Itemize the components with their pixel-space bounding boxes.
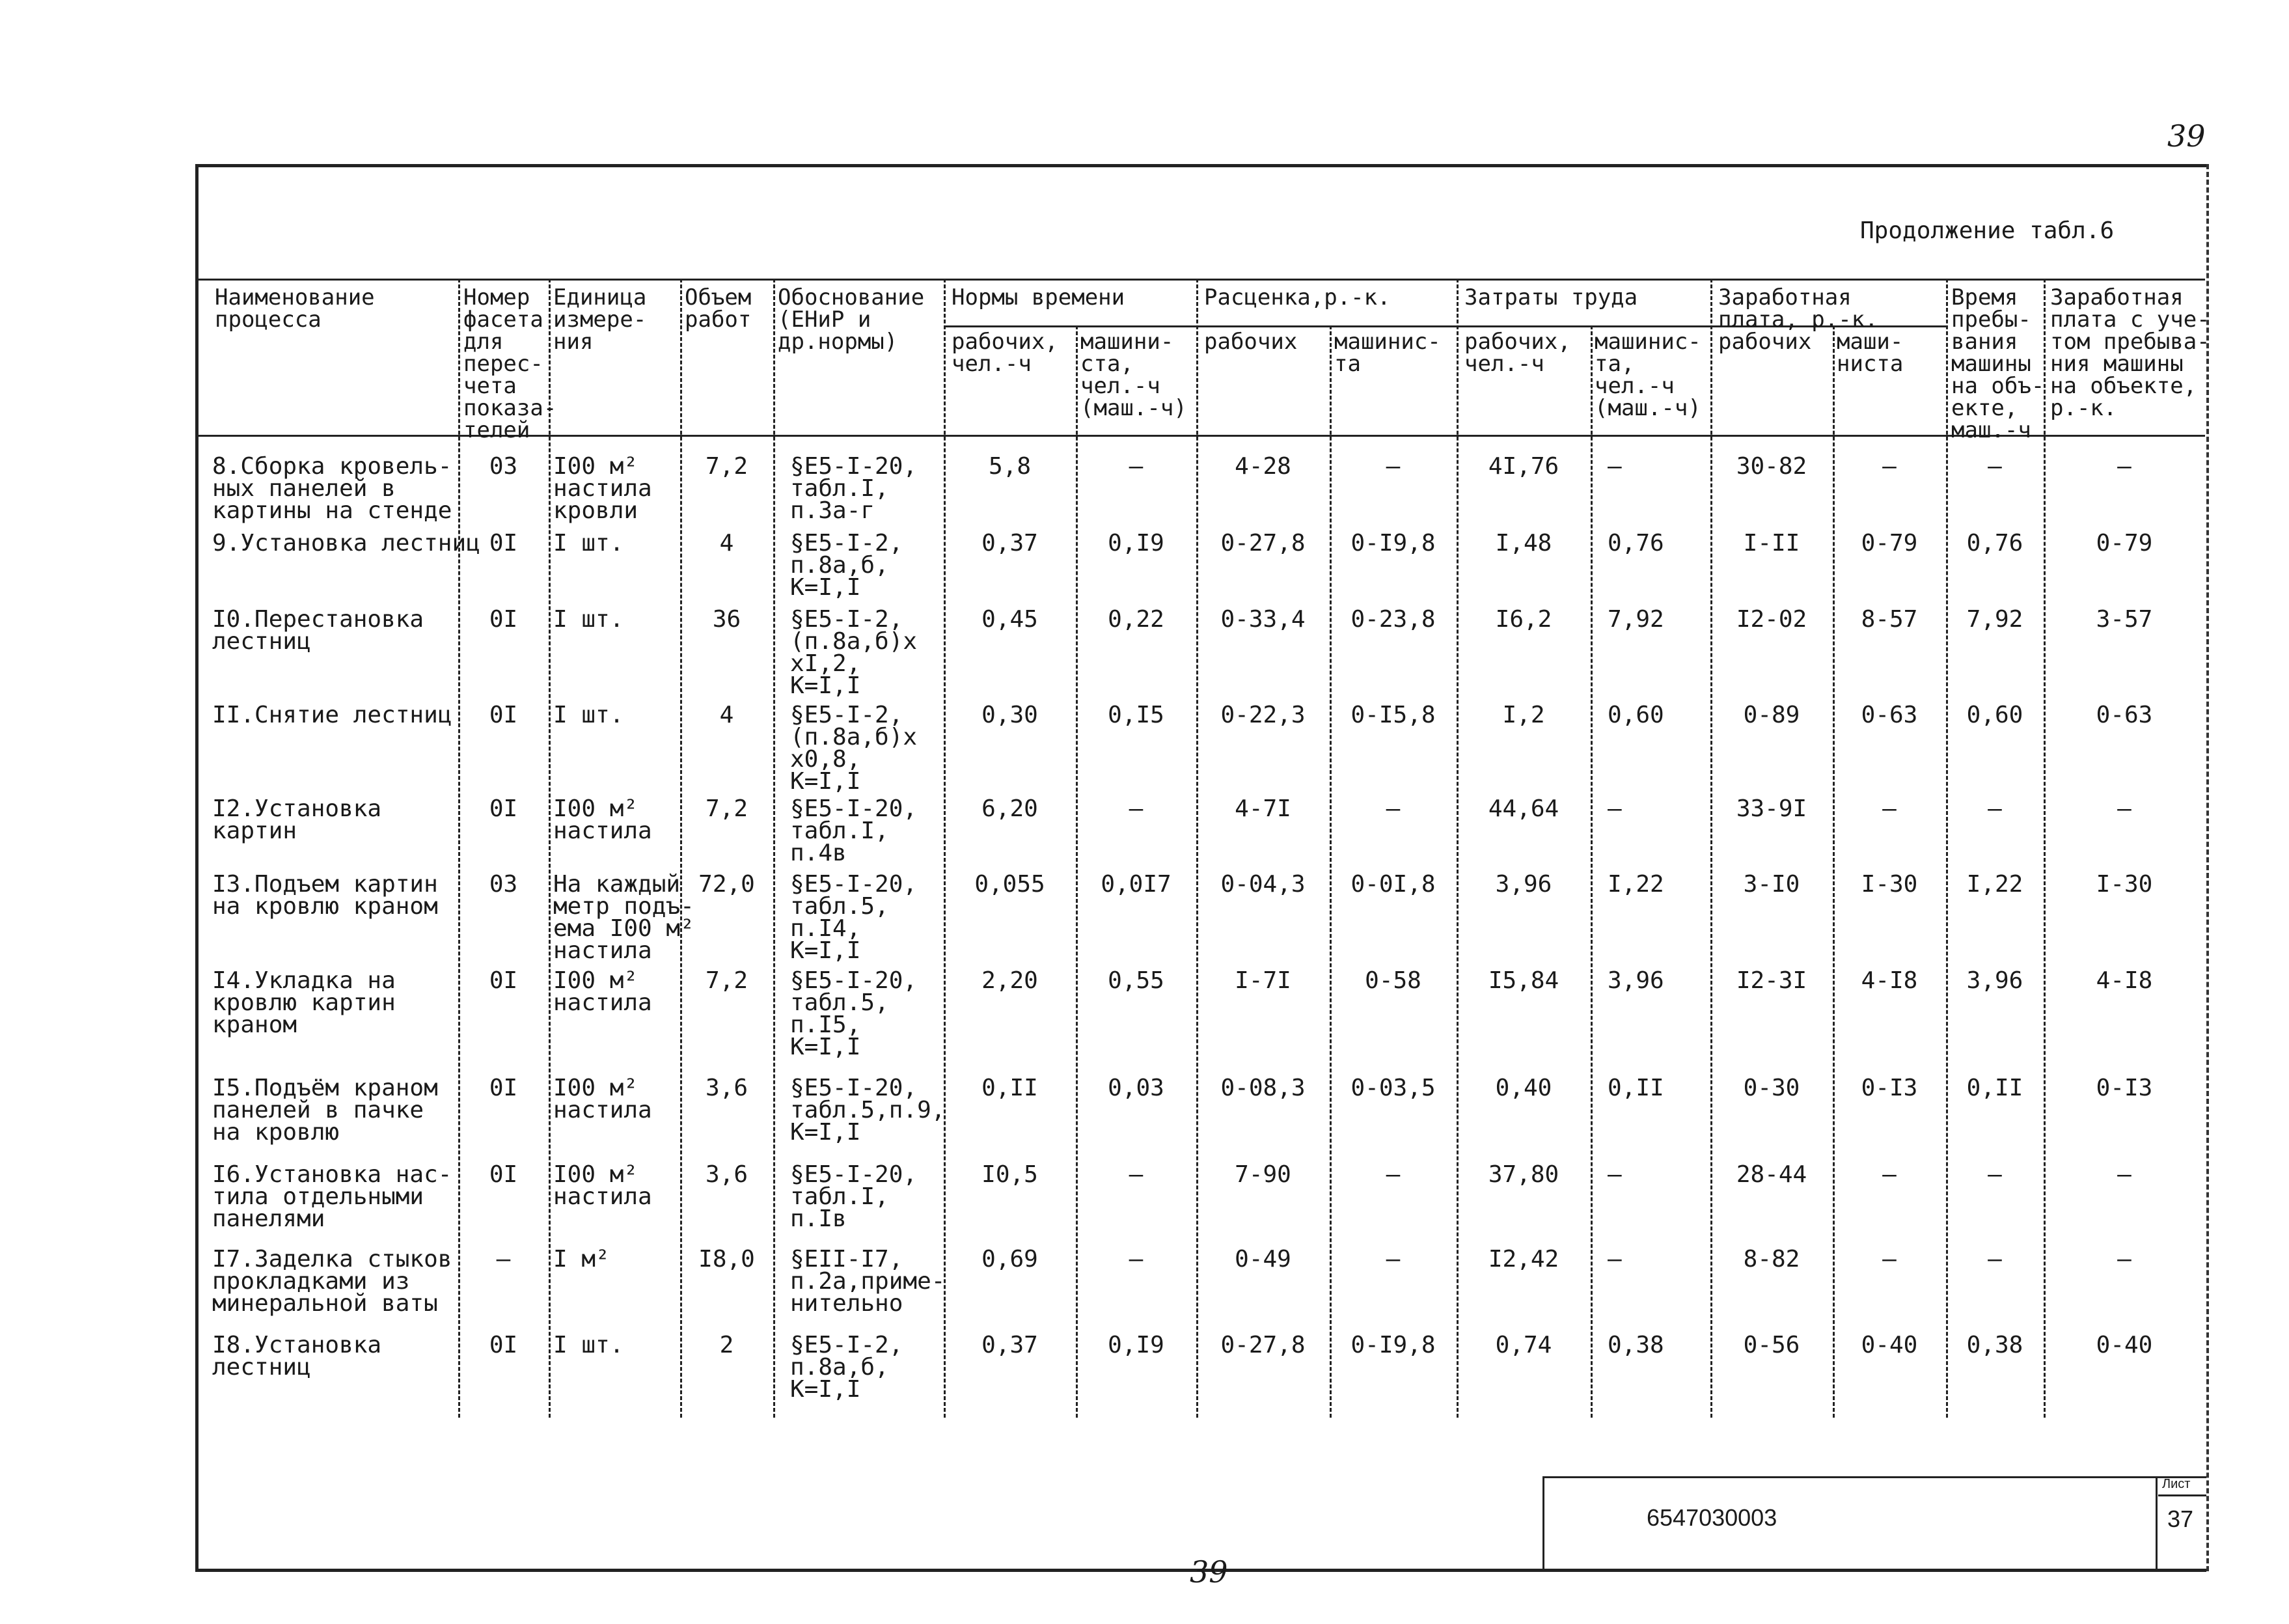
table-cell-basis: §Е5-I-20, табл.I, п.3а-г: [790, 453, 918, 524]
table-cell-machine-wage: 0-40: [2096, 1332, 2153, 1358]
table-cell-rate-operator: 0-I9,8: [1350, 530, 1436, 557]
table-cell-norm-operator: 0,I9: [1108, 530, 1164, 557]
page-number-bottom: 39: [1190, 1554, 1228, 1590]
table-cell-unit: I00 м² настила: [553, 1075, 652, 1123]
table-cell-machine-wage: 0-I3: [2096, 1075, 2153, 1101]
table-cell-basis: §Е5-I-20, табл.5,п.9, К=I,I: [790, 1075, 946, 1146]
column-header: Номер фасета для перес- чета показа- телей: [463, 284, 557, 443]
stamp-divider-line: [2156, 1476, 2158, 1569]
table-cell-labor-workers: I,48: [1495, 530, 1552, 557]
table-cell-name: I8.Установка лестниц: [212, 1332, 382, 1381]
table-cell-basis: §Е5-I-2, (п.8а,б)х хI,2, К=I,I: [790, 606, 918, 699]
table-cell-rate-operator: 0-03,5: [1350, 1075, 1436, 1101]
table-cell-wage-workers: 0-89: [1743, 702, 1800, 728]
table-cell-name: I3.Подъем картин на кровлю краном: [212, 871, 438, 920]
table-cell-name: I7.Заделка стыков прокладками из минеральной ваты: [212, 1246, 452, 1317]
table-cell-labor-operator: 0,76: [1608, 530, 1664, 557]
table-cell-facet: 0I: [489, 967, 518, 994]
table-cell-name: I2.Установка картин: [212, 795, 382, 844]
sheet-label: Лист: [2162, 1477, 2191, 1491]
table-cell-facet: 0I: [489, 702, 518, 728]
table-cell-unit: I шт.: [553, 530, 624, 557]
table-cell-wage-operator: 0-63: [1861, 702, 1918, 728]
table-cell-machine-time: –: [1988, 1161, 2002, 1188]
header-top-line: [195, 279, 2205, 281]
table-cell-wage-operator: 0-40: [1861, 1332, 1918, 1358]
table-cell-facet: –: [496, 1246, 511, 1273]
table-cell-rate-workers: 0-22,3: [1220, 702, 1306, 728]
table-cell-norm-operator: –: [1129, 1161, 1144, 1188]
table-cell-machine-wage: –: [2117, 795, 2131, 822]
table-cell-facet: 0I: [489, 1075, 518, 1101]
table-cell-machine-wage: –: [2117, 453, 2131, 480]
column-divider: [944, 279, 946, 1418]
table-cell-norm-operator: 0,I9: [1108, 1332, 1164, 1358]
table-cell-volume: 2: [719, 1332, 734, 1358]
table-cell-rate-workers: 0-33,4: [1220, 606, 1306, 633]
table-cell-labor-workers: 44,64: [1488, 795, 1559, 822]
subheader-line: [1196, 325, 1457, 327]
table-cell-wage-operator: –: [1882, 453, 1897, 480]
table-cell-rate-operator: 0-I5,8: [1350, 702, 1436, 728]
table-cell-facet: 0I: [489, 530, 518, 557]
table-cell-basis: §Е5-I-20, табл.5, п.I5, К=I,I: [790, 967, 918, 1060]
column-header: Заработная плата, р.-к.: [1718, 284, 1878, 333]
table-cell-labor-operator: 3,96: [1608, 967, 1664, 994]
table-cell-wage-operator: 0-I3: [1861, 1075, 1918, 1101]
table-cell-rate-workers: 0-04,3: [1220, 871, 1306, 898]
table-cell-norm-operator: –: [1129, 1246, 1144, 1273]
table-cell-labor-operator: 7,92: [1608, 606, 1664, 633]
table-cell-facet: 0I: [489, 606, 518, 633]
table-cell-unit: I шт.: [553, 702, 624, 728]
table-cell-machine-time: 0,II: [1966, 1075, 2023, 1101]
subcolumn-divider: [1591, 325, 1593, 1418]
table-cell-name: II.Снятие лестниц: [212, 702, 452, 728]
table-cell-norm-workers: 6,20: [981, 795, 1038, 822]
table-cell-wage-workers: I2-3I: [1736, 967, 1807, 994]
table-cell-machine-wage: –: [2117, 1246, 2131, 1273]
table-cell-machine-wage: 0-79: [2096, 530, 2153, 557]
subheader-line: [1457, 325, 1710, 327]
table-cell-facet: 03: [489, 453, 518, 480]
table-cell-unit: I00 м² настила: [553, 967, 652, 1016]
table-cell-volume: 3,6: [705, 1075, 748, 1101]
table-cell-machine-wage: I-30: [2096, 871, 2153, 898]
table-cell-rate-operator: –: [1386, 1161, 1401, 1188]
table-cell-rate-operator: –: [1386, 1246, 1401, 1273]
table-cell-wage-workers: I-II: [1743, 530, 1800, 557]
table-cell-norm-workers: 0,30: [981, 702, 1038, 728]
column-header: Время пребы- вания машины на объ- екте, маш.-ч: [1951, 284, 2045, 443]
table-cell-volume: 4: [719, 530, 734, 557]
table-cell-norm-workers: 0,II: [981, 1075, 1038, 1101]
table-cell-volume: 4: [719, 702, 734, 728]
table-cell-unit: I00 м² настила кровли: [553, 453, 652, 524]
stamp-sheet-line: [2158, 1494, 2206, 1496]
subheader-line: [944, 325, 1196, 327]
table-cell-labor-workers: 37,80: [1488, 1161, 1559, 1188]
table-cell-labor-operator: –: [1608, 1246, 1622, 1273]
table-cell-labor-workers: I6,2: [1495, 606, 1552, 633]
table-cell-wage-workers: 3-I0: [1743, 871, 1800, 898]
sheet-number: 37: [2167, 1506, 2194, 1532]
column-divider: [1196, 279, 1198, 1418]
table-cell-norm-operator: 0,I5: [1108, 702, 1164, 728]
table-cell-facet: 0I: [489, 1332, 518, 1358]
table-cell-name: 8.Сборка кровель- ных панелей в картины на стенде: [212, 453, 452, 524]
table-cell-rate-workers: 0-08,3: [1220, 1075, 1306, 1101]
table-cell-machine-time: –: [1988, 1246, 2002, 1273]
table-cell-rate-workers: 4-28: [1235, 453, 1291, 480]
table-cell-name: I4.Укладка на кровлю картин краном: [212, 967, 396, 1038]
table-cell-machine-time: 3,96: [1966, 967, 2023, 994]
table-cell-wage-workers: I2-02: [1736, 606, 1807, 633]
table-cell-volume: 7,2: [705, 453, 748, 480]
table-cell-labor-operator: –: [1608, 1161, 1622, 1188]
table-cell-machine-time: –: [1988, 795, 2002, 822]
table-cell-volume: 7,2: [705, 795, 748, 822]
column-subheader: маши- ниста: [1837, 329, 1904, 377]
table-cell-wage-operator: –: [1882, 795, 1897, 822]
table-cell-wage-operator: 8-57: [1861, 606, 1918, 633]
table-cell-labor-workers: 3,96: [1495, 871, 1552, 898]
column-divider: [1457, 279, 1459, 1418]
table-cell-machine-time: I,22: [1966, 871, 2023, 898]
table-cell-volume: 7,2: [705, 967, 748, 994]
table-cell-name: I5.Подъём краном панелей в пачке на кровлю: [212, 1075, 438, 1146]
table-cell-wage-workers: 33-9I: [1736, 795, 1807, 822]
table-cell-name: I6.Установка нас- тила отдельными панелями: [212, 1161, 452, 1232]
table-cell-labor-operator: 0,II: [1608, 1075, 1664, 1101]
column-divider: [2044, 279, 2046, 1418]
table-cell-machine-wage: 0-63: [2096, 702, 2153, 728]
table-cell-basis: §Е5-I-20, табл.I, п.4в: [790, 795, 918, 866]
column-header: Нормы времени: [952, 284, 1125, 310]
table-cell-labor-operator: –: [1608, 453, 1622, 480]
table-cell-rate-workers: 7-90: [1235, 1161, 1291, 1188]
table-cell-labor-workers: 0,74: [1495, 1332, 1552, 1358]
table-cell-norm-operator: –: [1129, 795, 1144, 822]
table-cell-rate-operator: 0-I9,8: [1350, 1332, 1436, 1358]
table-caption: Продолжение табл.6: [1860, 217, 2115, 244]
table-cell-unit: I00 м² настила: [553, 795, 652, 844]
stamp-top-line: [1542, 1476, 2206, 1478]
column-header: Заработная плата с уче- том пребыва- ния машины на объекте, р.-к.: [2050, 284, 2210, 421]
frame-top-border: [195, 164, 2206, 167]
table-cell-wage-workers: 0-30: [1743, 1075, 1800, 1101]
column-header: Наименование процесса: [215, 284, 375, 333]
table-cell-labor-workers: 0,40: [1495, 1075, 1552, 1101]
page-number-top: 39: [2167, 118, 2206, 154]
table-cell-basis: §Е5-I-2, (п.8а,б)х х0,8, К=I,I: [790, 702, 918, 795]
table-cell-norm-workers: 0,055: [974, 871, 1045, 898]
column-header: Обоснование (ЕНиР и др.нормы): [778, 284, 925, 355]
column-subheader: рабочих: [1204, 329, 1298, 355]
table-cell-norm-operator: 0,55: [1108, 967, 1164, 994]
table-cell-volume: I8,0: [698, 1246, 755, 1273]
table-cell-wage-operator: 0-79: [1861, 530, 1918, 557]
column-header: Расценка,р.-к.: [1204, 284, 1391, 310]
column-header: Затраты труда: [1464, 284, 1638, 310]
table-cell-labor-workers: I5,84: [1488, 967, 1559, 994]
table-cell-unit: I00 м² настила: [553, 1161, 652, 1210]
table-cell-labor-workers: I2,42: [1488, 1246, 1559, 1273]
table-cell-wage-workers: 8-82: [1743, 1246, 1800, 1273]
table-cell-norm-workers: 0,37: [981, 530, 1038, 557]
column-subheader: машинис- та, чел.-ч (маш.-ч): [1595, 329, 1701, 421]
table-cell-facet: 03: [489, 871, 518, 898]
table-cell-labor-operator: 0,38: [1608, 1332, 1664, 1358]
table-cell-norm-workers: 0,37: [981, 1332, 1038, 1358]
table-cell-unit: I шт.: [553, 606, 624, 633]
table-cell-rate-operator: 0-23,8: [1350, 606, 1436, 633]
table-cell-rate-workers: 4-7I: [1235, 795, 1291, 822]
table-cell-basis: §Е5-I-2, п.8а,б, К=I,I: [790, 1332, 903, 1403]
table-cell-labor-operator: I,22: [1608, 871, 1664, 898]
table-cell-unit: I шт.: [553, 1332, 624, 1358]
table-cell-machine-wage: –: [2117, 1161, 2131, 1188]
table-cell-wage-workers: 0-56: [1743, 1332, 1800, 1358]
table-cell-facet: 0I: [489, 1161, 518, 1188]
table-cell-machine-time: 7,92: [1966, 606, 2023, 633]
column-divider: [773, 279, 775, 1418]
stamp-left-line: [1542, 1476, 1544, 1569]
table-cell-machine-wage: 4-I8: [2096, 967, 2153, 994]
table-cell-rate-operator: 0-0I,8: [1350, 871, 1436, 898]
table-cell-rate-operator: –: [1386, 795, 1401, 822]
column-subheader: рабочих, чел.-ч: [952, 329, 1058, 377]
table-cell-unit: I м²: [553, 1246, 610, 1273]
table-cell-facet: 0I: [489, 795, 518, 822]
table-cell-labor-workers: I,2: [1502, 702, 1545, 728]
table-cell-norm-workers: I0,5: [981, 1161, 1038, 1188]
table-cell-wage-operator: –: [1882, 1161, 1897, 1188]
table-cell-machine-time: 0,76: [1966, 530, 2023, 557]
table-cell-wage-operator: 4-I8: [1861, 967, 1918, 994]
column-divider: [1710, 279, 1712, 1418]
table-cell-machine-wage: 3-57: [2096, 606, 2153, 633]
document-code: 6547030003: [1647, 1504, 1777, 1531]
column-subheader: рабочих: [1718, 329, 1812, 355]
table-cell-norm-operator: 0,03: [1108, 1075, 1164, 1101]
table-cell-name: 9.Установка лестниц: [212, 530, 480, 557]
table-cell-volume: 36: [712, 606, 741, 633]
table-cell-norm-workers: 5,8: [988, 453, 1032, 480]
table-cell-basis: §ЕII-I7, п.2а,приме- нительно: [790, 1246, 946, 1317]
table-cell-norm-workers: 0,45: [981, 606, 1038, 633]
table-cell-volume: 3,6: [705, 1161, 748, 1188]
table-cell-labor-operator: –: [1608, 795, 1622, 822]
table-cell-norm-operator: –: [1129, 453, 1144, 480]
table-cell-rate-operator: –: [1386, 453, 1401, 480]
table-cell-labor-workers: 4I,76: [1488, 453, 1559, 480]
column-subheader: машинис- та: [1334, 329, 1441, 377]
column-divider: [680, 279, 682, 1418]
column-subheader: рабочих, чел.-ч: [1464, 329, 1571, 377]
table-cell-norm-workers: 0,69: [981, 1246, 1038, 1273]
table-cell-rate-workers: 0-27,8: [1220, 530, 1306, 557]
column-divider: [1946, 279, 1948, 1418]
table-cell-basis: §Е5-I-20, табл.5, п.I4, К=I,I: [790, 871, 918, 964]
table-cell-machine-time: 0,38: [1966, 1332, 2023, 1358]
table-cell-unit: На каждый метр подъ- ема I00 м² настила: [553, 871, 694, 964]
table-cell-rate-workers: 0-49: [1235, 1246, 1291, 1273]
table-cell-labor-operator: 0,60: [1608, 702, 1664, 728]
column-divider: [458, 279, 460, 1418]
table-cell-wage-workers: 30-82: [1736, 453, 1807, 480]
frame-left-border: [195, 164, 199, 1571]
table-cell-rate-workers: 0-27,8: [1220, 1332, 1306, 1358]
table-cell-machine-time: 0,60: [1966, 702, 2023, 728]
table-cell-wage-workers: 28-44: [1736, 1161, 1807, 1188]
column-divider: [549, 279, 551, 1418]
table-cell-norm-workers: 2,20: [981, 967, 1038, 994]
column-header: Единица измере- ния: [553, 284, 647, 355]
table-cell-machine-time: –: [1988, 453, 2002, 480]
table-cell-norm-operator: 0,0I7: [1101, 871, 1172, 898]
table-cell-basis: §Е5-I-2, п.8а,б, К=I,I: [790, 530, 903, 601]
column-subheader: машини- ста, чел.-ч (маш.-ч): [1080, 329, 1187, 421]
table-cell-wage-operator: –: [1882, 1246, 1897, 1273]
table-cell-rate-operator: 0-58: [1365, 967, 1421, 994]
table-cell-basis: §Е5-I-20, табл.I, п.Iв: [790, 1161, 918, 1232]
table-cell-wage-operator: I-30: [1861, 871, 1918, 898]
table-cell-rate-workers: I-7I: [1235, 967, 1291, 994]
column-header: Объем работ: [685, 284, 752, 333]
table-cell-volume: 72,0: [698, 871, 755, 898]
table-cell-norm-operator: 0,22: [1108, 606, 1164, 633]
table-cell-name: I0.Перестановка лестниц: [212, 606, 424, 655]
